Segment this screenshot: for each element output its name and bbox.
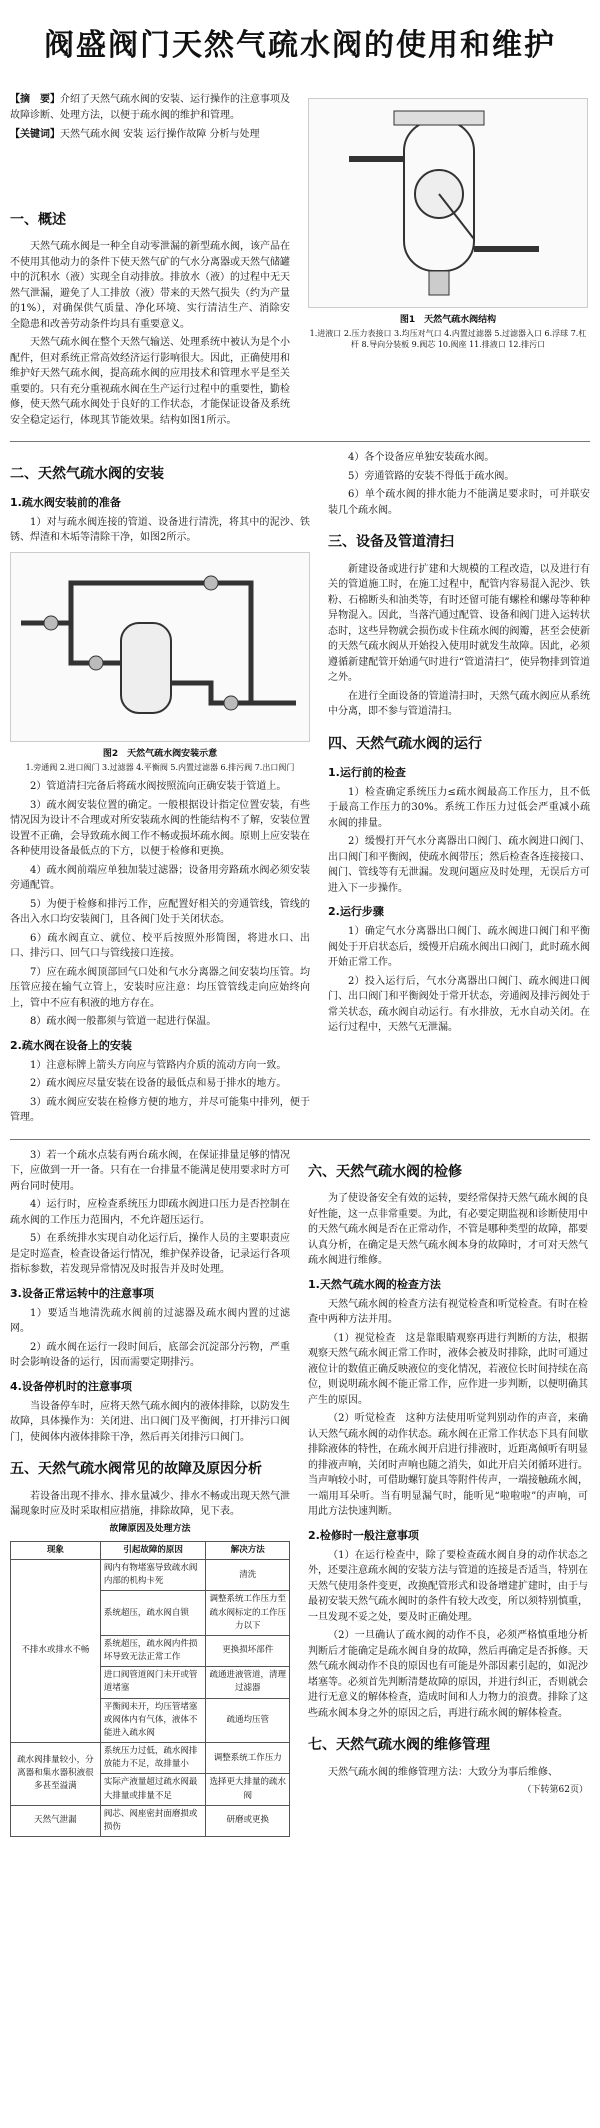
paragraph: 在进行全面设备的管道清扫时，天然气疏水阀应从系统中分离，即不参与管道清扫。 bbox=[328, 690, 590, 718]
paragraph: 6）疏水阀直立、就位、校平后按照外形简图，将进水口、出口、排污口、回气口与管线接口连接。 bbox=[10, 932, 310, 960]
table-header-cell: 解决方法 bbox=[206, 1541, 290, 1559]
paragraph: 4）疏水阀前端应单独加装过滤器；设备用旁路疏水阀必须安装旁通配管。 bbox=[10, 864, 310, 892]
subheading: 3.设备正常运转中的注意事项 bbox=[10, 1286, 154, 1300]
paragraph: 5）为便于检修和排污工作，应配置好相关的旁通管线，管线的各出入水口均安装阀门，且各阀门处于关闭状态。 bbox=[10, 898, 310, 926]
paragraph: （1）在运行检查中，除了要检查疏水阀自身的动作状态之外，还要注意疏水阀的安装方法与管道的连接是否适当，特别在天然气使用条件变更，改换配管形式和设备增建扩建时，由于与最初安装天然气疏水阀时的条件有较大改变，所以须特别慎重，一旦发现不妥之处，要及时正确处理。 bbox=[308, 1549, 588, 1623]
cause-cell: 阀内有物堵塞导致疏水阀内部的机构卡死 bbox=[100, 1559, 206, 1590]
solution-cell: 研磨或更换 bbox=[206, 1805, 290, 1836]
paragraph: 新建设备或进行扩建和大规模的工程改造，以及进行有关的管道施工时，在施工过程中，配管内容易混入泥沙、铁粉、石棉断头和油类等，有时还留可能有螺栓和螺母等种种异物混入。因此，当落汽通过配管、设备和阀门进入运转状态时，这些异物就会损伤或卡住疏水阀的阀瓣，甚至会使新的天然气疏水阀从开始投入使用时就发生故障。因此，必须遵循新建配管开始通气时进行“管道清扫”，使异物排到管道之外。 bbox=[328, 563, 590, 684]
paragraph: 2）投入运行后，气水分离器出口阀门、疏水阀进口阀门、出口阀门和平衡阀处于常开状态，旁通阀及排污阀处于常关状态，疏水阀自动运行。有水排放，无水自动关闭。在运行过程中，天然气无泄漏。 bbox=[328, 975, 590, 1034]
paragraph: 为了使设备安全有效的运转，要经常保持天然气疏水阀的良好性能，这一点非常重要。为此，有必要定期监视和诊断使用中的天然气疏水阀是否在正常动作，不管是哪种类型的故障，都要认真分析，在确定是天然气疏水阀本身的故障时，才可对天然气疏水阀进行维修。 bbox=[308, 1193, 588, 1267]
paragraph: 1）检查确定系统压力≤疏水阀最高工作压力，且不低于最高工作压力的30%。系统工作压力过低会严重减小疏水阀的排量。 bbox=[328, 786, 590, 829]
block-2 bbox=[10, 450, 590, 1128]
paragraph: 8）疏水阀一般都须与管道一起进行保温。 bbox=[30, 1016, 217, 1028]
keywords-text: 天然气疏水阀 安装 运行操作故障 分析与处理 bbox=[60, 129, 260, 140]
cause-cell: 系统超压，疏水阀自锁 bbox=[100, 1591, 206, 1636]
section-2-heading: 二、天然气疏水阀的安装 bbox=[10, 466, 164, 483]
symptom-cell: 不排水或排水不畅 bbox=[11, 1559, 101, 1742]
right-column-2 bbox=[328, 450, 590, 1128]
section-1-heading: 一、概述 bbox=[10, 211, 66, 228]
subheading: 1.疏水阀安装前的准备 bbox=[10, 495, 121, 509]
cause-cell: 系统超压，疏水阀内件损坏导致无法正常工作 bbox=[100, 1635, 206, 1666]
solution-cell: 调整系统工作压力 bbox=[206, 1743, 290, 1774]
cause-cell: 阀芯、阀座密封面磨损或损伤 bbox=[100, 1805, 206, 1836]
section-4-heading: 四、天然气疏水阀的运行 bbox=[328, 735, 482, 752]
paragraph: 1）对与疏水阀连接的管道、设备进行清洗，将其中的泥沙、铁锈、焊渣和木垢等清除干净，如图2所示。 bbox=[10, 516, 310, 544]
paragraph: 1）确定气水分离器出口阀门、疏水阀进口阀门和平衡阀处于开启状态后，缓慢开启疏水阀出口阀门，此时疏水阀开始正常工作。 bbox=[328, 926, 590, 969]
paragraph: 若设备出现不排水、排水量减少、排水不畅或出现天然气泄漏现象时应及时采取相应措施，排除故障，见下表。 bbox=[10, 1490, 290, 1518]
table-caption: 故障原因及处理方法 bbox=[109, 1523, 191, 1534]
fault-table bbox=[10, 1541, 290, 1837]
paragraph: 3）若一个疏水点装有两台疏水阀，在保证排量足够的情况下，应做到一开一备。只有在一台排量不能满足使用要求时方可两台同时使用。 bbox=[10, 1149, 290, 1192]
article-title: 阀盛阀门天然气疏水阀的使用和维护 bbox=[44, 27, 556, 63]
abstract bbox=[10, 92, 290, 143]
symptom-cell: 天然气泄漏 bbox=[11, 1805, 101, 1836]
paragraph: 2）管道清扫完备后将疏水阀按照流向正确安装于管道上。 bbox=[30, 781, 287, 793]
subheading: 2.疏水阀在设备上的安装 bbox=[10, 1038, 132, 1052]
section-7-heading: 七、天然气疏水阀的维修管理 bbox=[308, 1737, 490, 1754]
figure-2-caption: 图2 天然气疏水阀安装示意 bbox=[102, 748, 218, 759]
paragraph: 6）单个疏水阀的排水能力不能满足要求时，可并联安装几个疏水阀。 bbox=[328, 489, 590, 516]
paragraph: 4）运行时，应检查系统压力即疏水阀进口压力是否控制在疏水阀的工作压力范围内，不允许超压运行。 bbox=[10, 1199, 290, 1226]
solution-cell: 清洗 bbox=[206, 1559, 290, 1590]
paragraph: 天然气疏水阀在整个天然气输送、处理系统中被认为是个小配件，但对系统正常高效经济运行影响很大。因此，正确使用和维护好天然气疏水阀，提高疏水阀的应用技术和管理水平是至关重要的。只有充分重视疏水阀在生产运行过程中的重要性，勤检修，使天然气疏水阀处于良好的工作状态，才能保证设备及系统安全稳定运行，体现其节能效果。结构如图1所示。 bbox=[10, 337, 290, 426]
keywords-label: 【关键词】 bbox=[10, 129, 60, 140]
figure-1-legend: 1.进液口 2.压力表接口 3.均压对气口 4.内置过滤器 5.过滤器入口 6.浮球 7.杠杆 8.导向分装板 9.阀芯 10.阀座 11.排液口 12.排污口 bbox=[309, 328, 587, 350]
installation-diagram bbox=[11, 553, 309, 741]
cause-cell: 系统压力过低，疏水阀排放能力不足，故排量小 bbox=[100, 1743, 206, 1774]
figure-1-caption: 图1 天然气疏水阀结构 bbox=[399, 315, 497, 325]
paragraph: 当设备停车时，应将天然气疏水阀内的液体排除，以防发生故障，具体操作为：关闭进、出口阀门及平衡阀，打开排污口阀门，使阀体内液体排除干净，然后再关闭排污口阀门。 bbox=[10, 1400, 290, 1443]
paragraph: （1）视觉检查 这是靠眼睛观察再进行判断的方法，根据观察天然气疏水阀正常工作时，液体会被及时排除，此时可通过液位计的数值正确反映液位的变化情况，若液位长时间持续在高位，则说明疏水阀不能正常工作，应作进一步判断，以便明确其产生的原因。 bbox=[308, 1332, 588, 1406]
continuation-note: （下转第62页） bbox=[522, 1784, 588, 1795]
paragraph: 4）各个设备应单独安装疏水阀。 bbox=[348, 452, 495, 464]
figure-2-legend: 1.旁通阀 2.进口阀门 3.过滤器 4.平衡阀 5.内置过滤器 6.排污阀 7.出口阀门 bbox=[25, 762, 295, 772]
cause-cell: 实际产液量超过疏水阀最大排量或排量不足 bbox=[100, 1774, 206, 1805]
paragraph: （2）听觉检查 这种方法使用听觉判别动作的声音，来确认天然气疏水阀的动作状态。疏水阀在正常工作状态下具有间歇排除液体的特性，在疏水阀开启进行排液时，近距离倾听有明显的排液声响，关闭时声响也随之消失，如此开启关闭循环进行。当声响较小时，可借助螺钉旋具等附件传声，一端接触疏水阀，一端用耳朵听。当有明显漏气时，能听见“啦啦啦”的声响，可用此方法快速判断。 bbox=[308, 1413, 588, 1518]
figure-2-drawing bbox=[10, 552, 310, 742]
subheading: 1.天然气疏水阀的检查方法 bbox=[308, 1277, 441, 1291]
paragraph: 1）要适当地清洗疏水阀前的过滤器及疏水阀内置的过滤网。 bbox=[10, 1307, 290, 1335]
section-6-heading: 六、天然气疏水阀的检修 bbox=[308, 1163, 462, 1180]
paragraph: 天然气疏水阀的维修管理方法：大致分为事后维修、 bbox=[328, 1767, 558, 1779]
section-3-heading: 三、设备及管道清扫 bbox=[328, 534, 454, 551]
paragraph: 2）缓慢打开气水分离器出口阀门、疏水阀进口阀门、出口阀门和平衡阀，使疏水阀带压；然后检查各连接接口、阀门、管线等有无泄漏。发现问题应及时处理，无误后方可进入下一步操作。 bbox=[328, 836, 590, 894]
subheading: 4.设备停机时的注意事项 bbox=[10, 1379, 132, 1393]
solution-cell: 疏通进液管道，清理过滤器 bbox=[206, 1667, 290, 1698]
block-3 bbox=[10, 1148, 590, 1841]
paragraph: 3）疏水阀安装位置的确定。一般根据设计指定位置安装，有些情况因为设计不合理或对所安装疏水阀的性能结构不了解，安装位置设置不正确，会导致疏水阀工作不畅或损坏疏水阀。原则上应安装在各种使用设备最低点的下方，以便于检修和更换。 bbox=[10, 799, 310, 858]
section-5-heading: 五、天然气疏水阀常见的故障及原因分析 bbox=[10, 1461, 262, 1478]
paragraph: 1）注意标牌上箭头方向应与管路内介质的流动方向一致。 bbox=[30, 1059, 287, 1071]
solution-cell: 调整系统工作压力至疏水阀标定的工作压力以下 bbox=[206, 1591, 290, 1636]
figure-1-drawing bbox=[308, 98, 588, 308]
subheading: 2.检修时一般注意事项 bbox=[308, 1528, 419, 1542]
subheading: 2.运行步骤 bbox=[328, 905, 384, 919]
abstract-label: 【摘 要】 bbox=[10, 94, 60, 105]
divider bbox=[10, 441, 590, 442]
solution-cell: 疏通均压管 bbox=[206, 1698, 290, 1743]
right-column-3 bbox=[308, 1148, 588, 1841]
paragraph: 天然气疏水阀的检查方法有视觉检查和听觉检查。有时在检查中两种方法并用。 bbox=[308, 1298, 588, 1326]
left-column-3 bbox=[10, 1148, 290, 1841]
table-header-cell: 引起故障的原因 bbox=[100, 1541, 206, 1559]
abstract-text: 介绍了天然气疏水阀的安装、运行操作的注意事项及故障诊断、处理方法，以便于疏水阀的维护和管理。 bbox=[10, 94, 290, 121]
cause-cell: 进口阀管道阀门未开或管道堵塞 bbox=[100, 1667, 206, 1698]
left-column-2 bbox=[10, 450, 310, 1128]
paragraph: 3）疏水阀应安装在检修方便的地方，并尽可能集中排列，便于管理。 bbox=[10, 1096, 310, 1124]
paragraph: 天然气疏水阀是一种全自动零泄漏的新型疏水阀，该产品在不使用其他动力的条件下使天然气矿的气水分离器或天然气储罐中的沉积水（液）实现全自动排放。排放水（液）的过程中无天然气泄漏，避免了人工排放（液）带来的天然气损失（约为产量的1%），对确保供气质量、净化环境、实行清洁生产、消除安全隐患和改善劳动条件均具有重要意义。 bbox=[10, 241, 290, 330]
paragraph: 2）疏水阀应尽量安装在设备的最低点和易于排水的地方。 bbox=[30, 1078, 287, 1090]
divider bbox=[10, 1139, 590, 1140]
paragraph: 5）旁通管路的安装不得低于疏水阀。 bbox=[348, 470, 515, 482]
paragraph: 2）疏水阀在运行一段时间后，底部会沉淀部分污物，严重时会影响设备的运行，因而需要定期排污。 bbox=[10, 1341, 290, 1369]
table-row bbox=[11, 1743, 290, 1774]
solution-cell: 选择更大排量的疏水阀 bbox=[206, 1774, 290, 1805]
subheading: 1.运行前的检查 bbox=[328, 765, 406, 779]
paragraph: 7）应在疏水阀顶部回气口处和气水分离器之间安装均压管。均压管应接在输气立管上，安装时应注意：均压管管线走向应始终向上，管中不应有积液的地方存在。 bbox=[10, 966, 310, 1009]
trap-structure-diagram bbox=[309, 99, 587, 307]
block-1 bbox=[10, 92, 590, 431]
left-column-1 bbox=[10, 92, 290, 431]
table-row bbox=[11, 1805, 290, 1836]
right-column-1 bbox=[308, 92, 588, 431]
symptom-cell: 疏水阀排量较小，分离器和集水器积液很多甚至溢满 bbox=[11, 1743, 101, 1806]
table-header-cell: 现象 bbox=[11, 1541, 101, 1559]
cause-cell: 平衡阀未开，均压管堵塞或阀体内有气体，液体不能进入疏水阀 bbox=[100, 1698, 206, 1743]
paragraph: 5）在系统排水实现自动化运行后，操作人员的主要职责应是定时巡查，检查设备运行情况，维护保养设备，记录运行各项指标参数，若发现异常情况及时报告并及时处理。 bbox=[10, 1233, 290, 1276]
table-row bbox=[11, 1559, 290, 1590]
solution-cell: 更换损坏部件 bbox=[206, 1635, 290, 1666]
paragraph: （2）一旦确认了疏水阀的动作不良，必须严格慎重地分析判断后才能确定是疏水阀自身的故障，然后再确定是否拆修。天然气疏水阀动作不良的原因也有可能是外部因素引起的，如泥沙堵塞等。必须首先判断清楚故障的原因，并进行纠正，否则就会进行无意义的解体检查，造成时间和人力物力的浪费。排除了这些疏水阀本身之外的原因之后，再进行疏水阀的解体检查。 bbox=[308, 1630, 588, 1719]
